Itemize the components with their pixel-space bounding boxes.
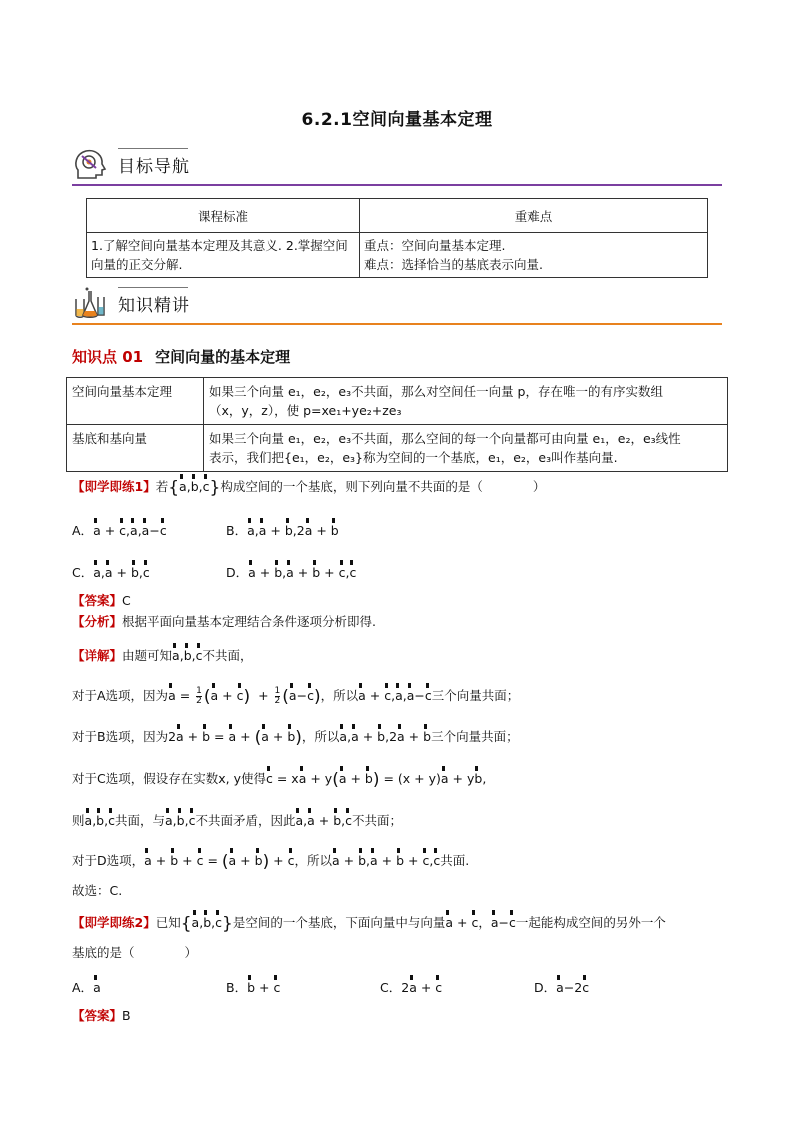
definition-line: （x，y，z），使 p=xe₁+ye₂+ze₃ [209,403,402,418]
table-cell [360,233,708,278]
text: 不共面， [202,648,253,663]
text: 对于A选项，因为 [72,688,169,703]
analysis-label: 【分析】 [72,614,123,629]
text: 构成空间的一个基底，则下列向量不共面的是（ ） [220,479,546,494]
text: ，所以 [294,853,333,868]
knowledge-point-title: 空间向量的基本定理 [155,348,291,366]
option-letter: C． [72,565,94,580]
term-cell: 空间向量基本定理 [67,378,204,425]
solution-c-cont: 则a,b,c共面，与a,b,c不共面矛盾，因此a,a + b,c不共面； [72,813,403,828]
option-a: A．a + c,a,a−c [72,523,167,538]
text: 若 [155,479,169,494]
text: 则 [72,813,85,828]
text: 已知 [155,915,181,930]
definition-table [66,377,728,472]
table-header: 课程标准 [87,199,360,233]
answer-value: B [122,1008,131,1023]
answer-line [72,1006,131,1024]
text: 不共面矛盾，因此 [195,813,296,828]
knowledge-point-heading [72,346,290,367]
answer-label: 【答案】 [72,593,123,608]
option-a: A．a [72,980,101,995]
option-letter: A． [72,523,94,538]
option-letter: A． [72,980,94,995]
solution-b: 对于B选项，因为2a + b = a + (a + b)，所以a,a + b,2a + b三个向量共面； [72,728,519,748]
exercise-1-question: 【即学即练1】若{a,b,c}构成空间的一个基底，则下列向量不共面的是（ ） [72,478,546,498]
section-header-goals [72,146,722,186]
text: 一起能构成空间的另外一个 [515,915,666,930]
option-c: C．a,a + b,c [72,565,150,580]
solution-d: 对于D选项，a + b + c = (a + b) + c，所以a + b,a + b + c,c共面. [72,852,470,872]
option-d: D．a + b,a + b + c,c [226,565,357,580]
solution-a: 对于A选项，因为a = $\frac{1}{2}$ (a + c) + $\frac{1}{2}$ (a−c)，所以a + c,a,a−c三个向量共面； [72,686,520,707]
text: 由题可知 [122,648,173,663]
text: ，所以 [320,688,359,703]
text: 对于B选项，因为 [72,729,169,744]
definition-cell [204,378,728,425]
option-b: B．a,a + b,2a + b [226,523,339,538]
course-standard-table [86,198,708,278]
text: 共面. [440,853,470,868]
section-header-knowledge [72,285,722,325]
text: 是空间的一个基底，下面向量中与向量 [232,915,446,930]
answer-label: 【答案】 [72,1008,123,1023]
section-title: 知识精讲 [118,296,190,316]
table-cell: 1.了解空间向量基本定理及其意义. 2.掌握空间向量的正交分解. [87,233,360,278]
term-cell: 基底和基向量 [67,425,204,472]
text: 共面，与 [114,813,165,828]
exercise-2-question: 【即学即练2】已知{a,b,c}是空间的一个基底，下面向量中与向量a + c，a−c一起能构成空间的另外一个 [72,914,666,934]
definition-line: 如果三个向量 e₁，e₂，e₃不共面，那么对空间任一向量 p，存在唯一的有序实数组 [209,384,663,399]
exercise-label: 【即学即练1】 [72,479,156,494]
detail-label: 【详解】 [72,648,123,663]
answer-line [72,591,131,609]
option-b: B．b + c [226,980,281,995]
exercise-2-question-cont: 基底的是（ ） [72,945,198,960]
analysis-text: 根据平面向量基本定理结合条件逐项分析即得. [122,614,376,629]
definition-line: 表示，我们把{e₁，e₂，e₃}称为空间的一个基底，e₁，e₂，e₃叫作基向量. [209,450,618,465]
answer-value: C [122,593,131,608]
text: 三个向量共面； [431,688,520,703]
exercise-label: 【即学即练2】 [72,915,156,930]
difficulty-text: 难点：选择恰当的基底表示向量. [364,257,543,272]
lab-flask-icon [72,285,108,321]
head-target-icon [72,146,108,182]
definition-line: 如果三个向量 e₁，e₂，e₃不共面，那么空间的每一个向量都可由向量 e₁，e₂，e₃线性 [209,431,681,446]
table-header: 重难点 [360,199,708,233]
analysis-line [72,612,376,630]
text: 对于C选项，假设存在实数x, y使得 [72,771,266,786]
final-choice: 故选：C. [72,883,123,898]
detail-line: 【详解】由题可知a,b,c不共面， [72,648,253,663]
section-title: 目标导航 [118,157,190,177]
option-c: C．2a + c [380,980,443,995]
page-title: 6.2.1空间向量基本定理 [301,110,493,130]
text: 对于D选项， [72,853,145,868]
option-letter: C． [380,980,402,995]
text: 三个向量共面； [431,729,519,744]
option-letter: D． [226,565,249,580]
key-point-text: 重点：空间向量基本定理. [364,238,506,253]
option-letter: D． [534,980,557,995]
option-letter: B． [226,980,248,995]
knowledge-point-number: 知识点 01 [72,348,144,366]
text: 不共面； [352,813,403,828]
solution-c: 对于C选项，假设存在实数x, y使得c = xa + y(a + b) = (x + y)a + yb, [72,770,487,790]
option-d: D．a−2c [534,980,590,995]
text: ，所以 [301,729,340,744]
option-letter: B． [226,523,248,538]
definition-cell [204,425,728,472]
